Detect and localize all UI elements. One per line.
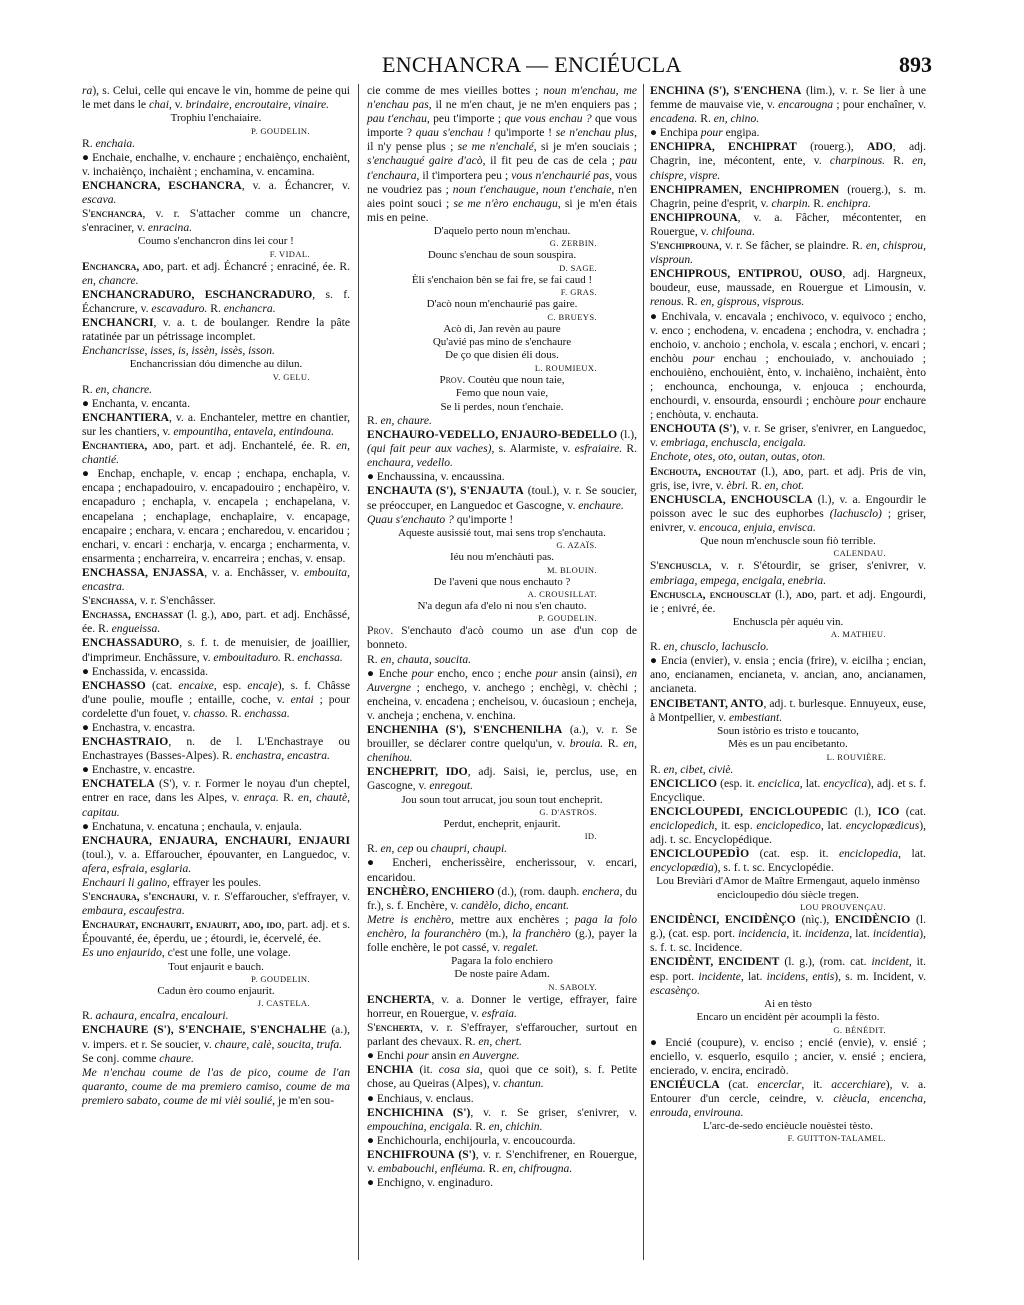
dictionary-entry: R. en, cep ou chaupri, chaupi. — [367, 842, 508, 856]
citation-author: G. D'ASTROS. — [539, 806, 597, 817]
dictionary-entry: S'enchaura, s'enchauri, v. r. S'effaroucher, s'effrayer, v. embaura, escaufestra. — [82, 890, 350, 918]
dictionary-entry: S'enchiprouna, v. r. Se fâcher, se plaindre. R. en, chisprou, visproun. — [650, 239, 926, 267]
dictionary-entry: ENCHEPRIT, IDO, adj. Saisi, ie, perclus, use, en Gascogne, v. enregout. — [367, 765, 637, 793]
dictionary-entry: Es uno enjaurido, c'est une folle, une volage. — [82, 946, 291, 960]
citation-quote: Enchuscla pèr aquéu vin. — [732, 615, 844, 628]
dictionary-entry: ● Enchaussina, v. encaussina. — [367, 470, 505, 484]
dictionary-entry: ● Enchaie, enchalhe, v. enchaure ; enchaiènço, enchaiènt, v. inchaiènço, inchaiènt ; enchamina, v. encamina. — [82, 150, 350, 178]
citation-quote: De l'aveni que nous enchauto ? — [433, 575, 571, 588]
dictionary-entry: ● Enche pour encho, enco ; enche pour ansin (ainsi), en Auvergne ; enchego, v. anchego ; enchègi, v. chèchi ; encheina, v. encadena ; encheisou, v. óucasioun ; encheja, v. ancheja ; enchena, v. enchina. — [367, 666, 637, 722]
citation-quote: Pagara la folo enchiero De noste paire Adam. — [451, 955, 553, 981]
dictionary-entry: S'enchancra, v. r. S'attacher comme un chancre, s'enraciner, v. enracina. — [82, 207, 350, 235]
citation-quote: Trophiu l'enchaiaire. — [170, 112, 262, 125]
dictionary-entry: R. achaura, encalra, encalouri. — [82, 1009, 229, 1023]
citation-author: G. AZAÏS. — [556, 540, 597, 551]
dictionary-entry: ● Enchivala, v. encavala ; enchivoco, v. equivoco ; encho, v. enco ; enchodena, v. encadena ; enchodra, v. enchadra ; enchoio, v. anchoio ; enchola, v. escala ; enchori, v. encari ; enchòu pour enchau ; enchouiado, v. anchouiado ; enchouièno, enchouiènt, ènto, v. inchaièno, inchaiènt, ènto ; enchounca, enchounga, v. enjouca ; enchourda, enchourdi, v. ensourda, ensourdi ; enchòure pour enchaure ; enchòuta, v. enchauta. — [650, 309, 926, 422]
citation-quote: Perdut, encheprit, enjaurit. — [443, 817, 561, 830]
citation-author: F. GRAS. — [560, 287, 597, 298]
citation-author: C. BRUEYS. — [547, 311, 597, 322]
citation-author: F. VIDAL. — [269, 248, 310, 259]
dictionary-entry: ENCIDÈNT, ENCIDENT (l. g.), (rom. cat. incident, it. esp. port. incidente, lat. incidens, entis), s. m. Incident, v. escasènço. — [650, 955, 927, 997]
dictionary-entry: Enchote, otes, oto, outan, outas, oton. — [650, 450, 826, 464]
dictionary-entry: ● Enchi pour ansin en Auvergne. — [367, 1049, 520, 1063]
citation-quote: Acò di, Jan revèn au paure Qu'avié pas mino de s'enchaure De ço que disien éli dous. — [432, 322, 572, 362]
citation-quote: Coumo s'enchancron dins lei cour ! — [138, 235, 294, 248]
citation-quote: Èli s'enchaion bèn se fai fre, se fai caud ! — [411, 273, 593, 286]
dictionary-entry: Enchaurat, enchaurit, enjaurit, ado, ido, part. adj. et s. Épouvanté, ée, éperdu, ue ; étourdi, ie, écervelé, ée. — [82, 918, 350, 946]
column-divider — [358, 84, 359, 1260]
citation-quote: D'aquelo perto noun m'enchau. — [433, 224, 571, 237]
page-number: 893 — [899, 52, 932, 77]
citation-quote: Ai en tèsto Encaro un encidènt pèr acoumpli la fèsto. — [696, 997, 880, 1024]
citation-author: A. CROUSILLAT. — [527, 588, 597, 599]
dictionary-entry: ENCHIA (it. cosa sia, quoi que ce soit), s. f. Petite chose, au Queiras (Alpes), v. chantun. — [367, 1063, 638, 1091]
dictionary-entry: ra), s. Celui, celle qui encave le vin, homme de peine qui le met dans le chai, v. brindaire, encroutaire, vinaire. — [82, 84, 350, 112]
dictionary-entry: Quau s'enchauto ? qu'importe ! — [367, 512, 514, 526]
dictionary-entry: ● Enchipa pour engipa. — [650, 126, 760, 140]
dictionary-entry: ENCICLOUPEDÌO (cat. esp. it. enciclopedia, lat. encyclopædia), s. f. t. sc. Encyclopédie. — [650, 847, 926, 875]
citation-quote: Que noun m'enchuscle soun fiò terrible. — [700, 535, 876, 547]
dictionary-entry: ● Enchanta, v. encanta. — [82, 396, 190, 410]
citation-author: D. SAGE. — [559, 262, 597, 273]
dictionary-entry: ENCHINA (S'), S'ENCHENA (lim.), v. r. Se lier à une femme de mauvaise vie, v. encarougna ; pour enchaîner, v. encadena. R. en, chino. — [650, 84, 926, 126]
dictionary-entry: Enchassa, enchassat (l. g.), ado, part. et adj. Enchâssé, ée. R. engueissa. — [82, 608, 350, 636]
dictionary-entry: ● Enchiaus, v. enclaus. — [367, 1091, 474, 1105]
dictionary-entry: ENCHAURO-VEDELLO, ENJAURO-BEDELLO (l.), (qui fait peur aux vaches), s. Alarmiste, v. esfraiaire. R. enchaura, vedello. — [367, 428, 637, 470]
dictionary-entry: Enchancrisse, isses, is, issèn, issès, isson. — [82, 344, 275, 358]
citation-quote: Tout enjaurit e bauch. — [168, 960, 264, 973]
dictionary-entry: ENCHANCRADURO, ESCHANCRADURO, s. f. Échancrure, v. escavaduro. R. enchancra. — [82, 287, 350, 315]
citation-quote: Prov. Coutèu que noun taie, Femo que noun vaie, Se li perdes, noun t'enchaie. — [439, 373, 565, 413]
running-head — [82, 52, 932, 78]
citation-author: V. GELU. — [272, 371, 310, 382]
dictionary-entry: ENCIÉUCLA (cat. encerclar, it. accerchiare), v. a. Entourer d'un cercle, ceindre, v. cièucla, encencha, enrouda, envirouna. — [650, 1077, 926, 1119]
citation-author: P. GOUDELIN. — [251, 125, 310, 136]
dictionary-entry: ENCICLOUPEDI, ENCICLOUPEDIC (l.), ICO (cat. enciclopedich, it. esp. enciclopedico, lat. encyclopædicus), adj. t. sc. Encyclopédique. — [650, 804, 926, 847]
citation-quote: Aqueste ausissié tout, mai sens trop s'enchauta. — [398, 526, 606, 539]
dictionary-entry: ENCICLICO (esp. it. enciclica, lat. encyclica), adj. et s. f. Encyclique. — [650, 776, 927, 804]
citation-author: LOU PROUVENÇAU. — [800, 902, 886, 913]
dictionary-entry: ENCHAURA, ENJAURA, ENCHAURI, ENJAURI (toul.), v. a. Effaroucher, épouvanter, en Languedoc, v. afera, esfraia, esglaria. — [82, 833, 350, 875]
citation-quote: N'a degun afa d'elo ni nou s'en chauto. — [417, 599, 587, 612]
dictionary-entry: ENCHUSCLA, ENCHOUSCLA (l.), v. a. Engourdir le poisson avec le suc des euphorbes (lachusclo) ; griser, enivrer, v. encouca, enjuia, envisca. — [650, 492, 926, 534]
dictionary-entry: R. en, cibet, civiè. — [650, 762, 734, 776]
dictionary-entry: Se conj. comme chaure. — [82, 1051, 194, 1065]
dictionary-entry: R. en, chaure. — [367, 414, 432, 427]
dictionary-entry: ENCHICHINA (S'), v. r. Se griser, s'enivrer, v. empouchina, encigala. R. en, chichin. — [367, 1105, 637, 1133]
dictionary-entry: ENCHIFROUNA (S'), v. r. S'enchifrener, en Rouergue, v. embabouchi, enfléuma. R. en, chifrougna. — [367, 1147, 638, 1175]
citation-author: N. SABOLY. — [548, 981, 597, 992]
dictionary-entry: ● Encié (coupure), v. enciso ; encié (envie), v. ensié ; enciello, v. esquerlo, esquilo ; ancier, v. ensié ; enciera, encierado, v. encira, enciradò. — [650, 1035, 926, 1077]
citation-author: L. ROUVIÈRE. — [826, 751, 886, 762]
dictionary-entry: ENCHERTA, v. a. Donner le vertige, effrayer, faire horreur, en Rouergue, v. esfraia. — [367, 992, 637, 1020]
citation-quote: L'arc-de-sedo encièucle nouèstei tèsto. — [703, 1120, 873, 1133]
dictionary-entry: Me n'enchau coume de l'as de pico, coume de l'an quaranto, coume de ma premiero camiso, coume de ma premiero sabato, coume de mi vièi soulié, je m'en sou- — [82, 1065, 350, 1107]
column-divider — [643, 84, 644, 1260]
dictionary-entry: ENCHIPROUNA, v. a. Fâcher, mécontenter, en Rouergue, v. chifouna. — [650, 210, 926, 238]
column-right — [650, 84, 926, 1144]
dictionary-entry: ENCIDÈNCI, ENCIDÈNÇO (nìç.), ENCIDÈNCIO (l. g.), (cat. esp. port. incidencia, it. incidenza, lat. incidentia), s. f. t. sc. Incidence. — [650, 913, 926, 955]
citation-author: ID. — [584, 831, 597, 842]
dictionary-entry: ENCHASSA, ENJASSA, v. a. Enchâsser, v. embouita, encastra. — [82, 565, 350, 594]
dictionary-entry: ENCHIPRA, ENCHIPRAT (rouerg.), ADO, adj. Chagrin, ine, mécontent, ente, v. charpinous. R. en, chispre, vispre. — [650, 140, 927, 182]
dictionary-entry: ENCHASSO (cat. encaixe, esp. encaje), s. f. Châsse d'une poulie, moufle ; entaille, coche, v. entai ; pour cordelette d'un fouet, v. chasso. R. enchassa. — [82, 678, 350, 720]
dictionary-entry: Prov. S'enchauto d'acò coumo un ase d'un cop de bonneto. — [367, 624, 637, 652]
dictionary-entry: ● Enchap, enchaple, v. encap ; enchapa, enchapla, v. encapa ; enchapadouiro, v. encapadouiro ; enchapèiro, v. encapaduro ; enchapla, v. encapela ; enchapelana, v. encapelana ; enchaplage, enchaplaire, v. encapage, encapaire ; enchara, v. encara ; encharedou, v. encaridou ; enchari, v. encari : encharja, v. encarga ; encharmenta, v. ensarmenta ; encharreira, v. encarreira ; enchas, v. ensap. — [82, 467, 350, 565]
dictionary-entry: ENCHAUTA (S'), S'ENJAUTA (toul.), v. r. Se soucier, se préoccuper, en Languedoc et Gascogne, v. enchaure. — [367, 484, 637, 512]
dictionary-entry: ● Enchatuna, v. encatuna ; enchaula, v. enjaula. — [82, 819, 302, 833]
citation-author: G. BÉNÉDIT. — [833, 1024, 886, 1035]
dictionary-entry: Metre is enchèro, mettre aux enchères ; paga la folo enchèro, la fouranchèro (m.), la franchèro (g.), payer la folle enchère, le pot cassé, v. regalet. — [367, 912, 638, 954]
headword-range: ENCHANCRA — ENCIÉUCLA — [382, 52, 682, 77]
dictionary-entry: R. en, chauta, soucita. — [367, 652, 472, 666]
citation-quote: Iéu nou m'enchàuti pas. — [449, 551, 554, 564]
dictionary-entry: ENCHOUTA (S'), v. r. Se griser, s'enivrer, en Languedoc, v. embriaga, enchuscla, encigala. — [650, 422, 926, 450]
dictionary-entry: ENCHIPRAMEN, ENCHIPROMEN (rouerg.), s. m. Chagrin, peine d'esprit, v. charpin. R. enchipra. — [650, 182, 926, 210]
dictionary-entry: ● Encia (envier), v. ensia ; encia (frire), v. eicilha ; encian, ano, encianamen, encianeta, v. ancian, ano, ancianamen, ancianeta. — [650, 654, 926, 696]
citation-author: F. GUITTON-TALAMEL. — [787, 1133, 886, 1144]
dictionary-entry: ● Enchastra, v. encastra. — [82, 720, 196, 734]
dictionary-entry: Enchauri li galino, effrayer les poules. — [82, 876, 262, 889]
dictionary-entry: ENCHASTRAIO, n. de l. L'Enchastraye ou Enchastrayes (Basses-Alpes). R. enchastra, encastra. — [82, 735, 350, 763]
dictionary-entry: ● Enchigno, v. enginaduro. — [367, 1176, 494, 1190]
dictionary-entry: Enchouta, enchoutat (l.), ado, part. et adj. Pris de vin, gris, ise, ivre, v. èbri. R. en, chot. — [650, 464, 927, 492]
dictionary-entry: S'enchassa, v. r. S'enchâsser. — [82, 594, 216, 608]
dictionary-entry: ENCIBETANT, ANTO, adj. t. burlesque. Ennuyeux, euse, à Montpellier, v. embestiant. — [650, 696, 926, 724]
citation-quote: Cadun èro coumo enjaurit. — [157, 984, 275, 997]
dictionary-entry: R. en, chusclo, lachusclo. — [650, 640, 769, 654]
citation-quote: Enchancrissian dóu dimenche au dilun. — [129, 358, 303, 371]
dictionary-entry: ● Encheri, encherissèire, encherissour, v. encari, encaridou. — [367, 856, 637, 884]
dictionary-entry: ENCHIPROUS, ENTIPROU, OUSO, adj. Hargneux, boudeur, euse, maussade, en Rouergue et Limousin, v. renous. R. en, gisprous, visprous. — [650, 267, 926, 309]
dictionary-entry: ● Enchichourla, enchijourla, v. encoucourda. — [367, 1133, 576, 1147]
citation-author: M. BLOUIN. — [546, 564, 597, 575]
citation-author: G. ZERBIN. — [549, 238, 597, 249]
dictionary-entry: ENCHASSADURO, s. f. t. de menuisier, de joaillier, d'imprimeur. Enchâssure, v. embouitaduro. R. enchassa. — [82, 636, 350, 664]
dictionary-entry: R. enchaia. — [82, 136, 136, 150]
dictionary-entry: Enchuscla, enchousclat (l.), ado, part. et adj. Engourdi, ie ; enivré, ée. — [650, 587, 926, 615]
dictionary-entry: ● Enchassida, v. encassida. — [82, 664, 209, 678]
column-left — [82, 84, 350, 1108]
dictionary-entry: ENCHANCRA, ESCHANCRA, v. a. Échancrer, v. escava. — [82, 178, 351, 206]
dictionary-entry: cie comme de mes vieilles bottes ; noun m'enchau, me n'enchau pas, il ne m'en chaut, je ne m'en enquiers pas ; pau t'enchau, peu t'importe ; que vous enchau ? que vous importe ? quau s'enchau ! qu'importe ! se n'enchau plus, il n'y pense plus ; se me n'enchalé, si je m'en souciais ; s'enchaugué gaire d'acò, il fit peu de cas de cela ; pau t'enchaura, il t'importera peu ; vous n'enchaurié pas, vous ne voudriez pas ; noun t'enchaugue, noun t'enchaie, n'en aies point souci ; se me n'èro enchaugu, si je m'en étais mis en peine. — [367, 84, 638, 224]
dictionary-entry: ENCHANTIERA, v. a. Enchanteler, mettre en chantier, sur les chantiers, v. empountiha, entavela, entindouna. — [82, 410, 350, 438]
citation-author: J. CASTELA. — [257, 998, 310, 1009]
citation-author: CALENDAU. — [833, 548, 886, 559]
citation-author: A. MATHIEU. — [830, 629, 886, 640]
dictionary-entry: R. en, chancre. — [82, 382, 153, 396]
citation-quote: Jou soun tout arrucat, jou soun tout encheprit. — [401, 793, 603, 806]
dictionary-entry: S'encherta, v. r. S'effrayer, s'effaroucher, surtout en parlant des chevaux. R. en, chert. — [367, 1021, 637, 1049]
dictionary-entry: ENCHAURE (S'), S'ENCHAIE, S'ENCHALHE (a.), v. impers. et r. Se soucier, v. chaure, calè, soucita, trufa. — [82, 1023, 350, 1051]
dictionary-entry: ENCHENIHA (S'), S'ENCHENILHA (a.), v. r. Se brouiller, se déclarer contre quelqu'un, v. brouia. R. en, chenihou. — [367, 723, 637, 765]
dictionary-entry: ● Enchastre, v. encastre. — [82, 763, 196, 777]
citation-quote: D'acò noun m'enchaurié pas gaire. — [426, 298, 578, 311]
citation-quote: Soun istòrio es tristo e toucanto, Mès es un pau encibetanto. — [717, 724, 859, 751]
citation-author: P. GOUDELIN. — [538, 613, 597, 624]
dictionary-entry: ENCHATELA (S'), v. r. Former le noyau d'un cheptel, entrer en race, dans les Alpes, v. enraça. R. en, chautè, capitau. — [82, 777, 350, 819]
citation-author: L. ROUMIEUX. — [534, 362, 597, 373]
column-middle — [367, 84, 637, 1190]
dictionary-entry: ENCHÈRO, ENCHIERO (d.), (rom. dauph. enchera, du fr.), s. f. Enchère, v. candèlo, dicho, encant. — [367, 884, 638, 912]
dictionary-entry: Enchantiera, ado, part. et adj. Enchantelé, ée. R. en, chantié. — [82, 439, 350, 467]
citation-author: P. GOUDELIN. — [251, 973, 310, 984]
dictionary-entry: Enchancra, ado, part. et adj. Échancré ; enraciné, ée. R. en, chancre. — [82, 259, 350, 287]
dictionary-entry: ENCHANCRI, v. a. t. de boulanger. Rendre la pâte ratatinée par un pétrissage incomplet. — [82, 316, 350, 344]
citation-quote: Dounc s'enchau de soun souspira. — [427, 249, 577, 262]
citation-quote: Lou Breviàri d'Amor de Maître Ermengaut, aquelo inmènso encicloupedìo dóu siècle tregen. — [656, 875, 920, 901]
dictionary-entry: S'enchuscla, v. r. S'étourdir, se griser, s'enivrer, v. embriaga, empega, encigala, enebria. — [650, 559, 926, 587]
